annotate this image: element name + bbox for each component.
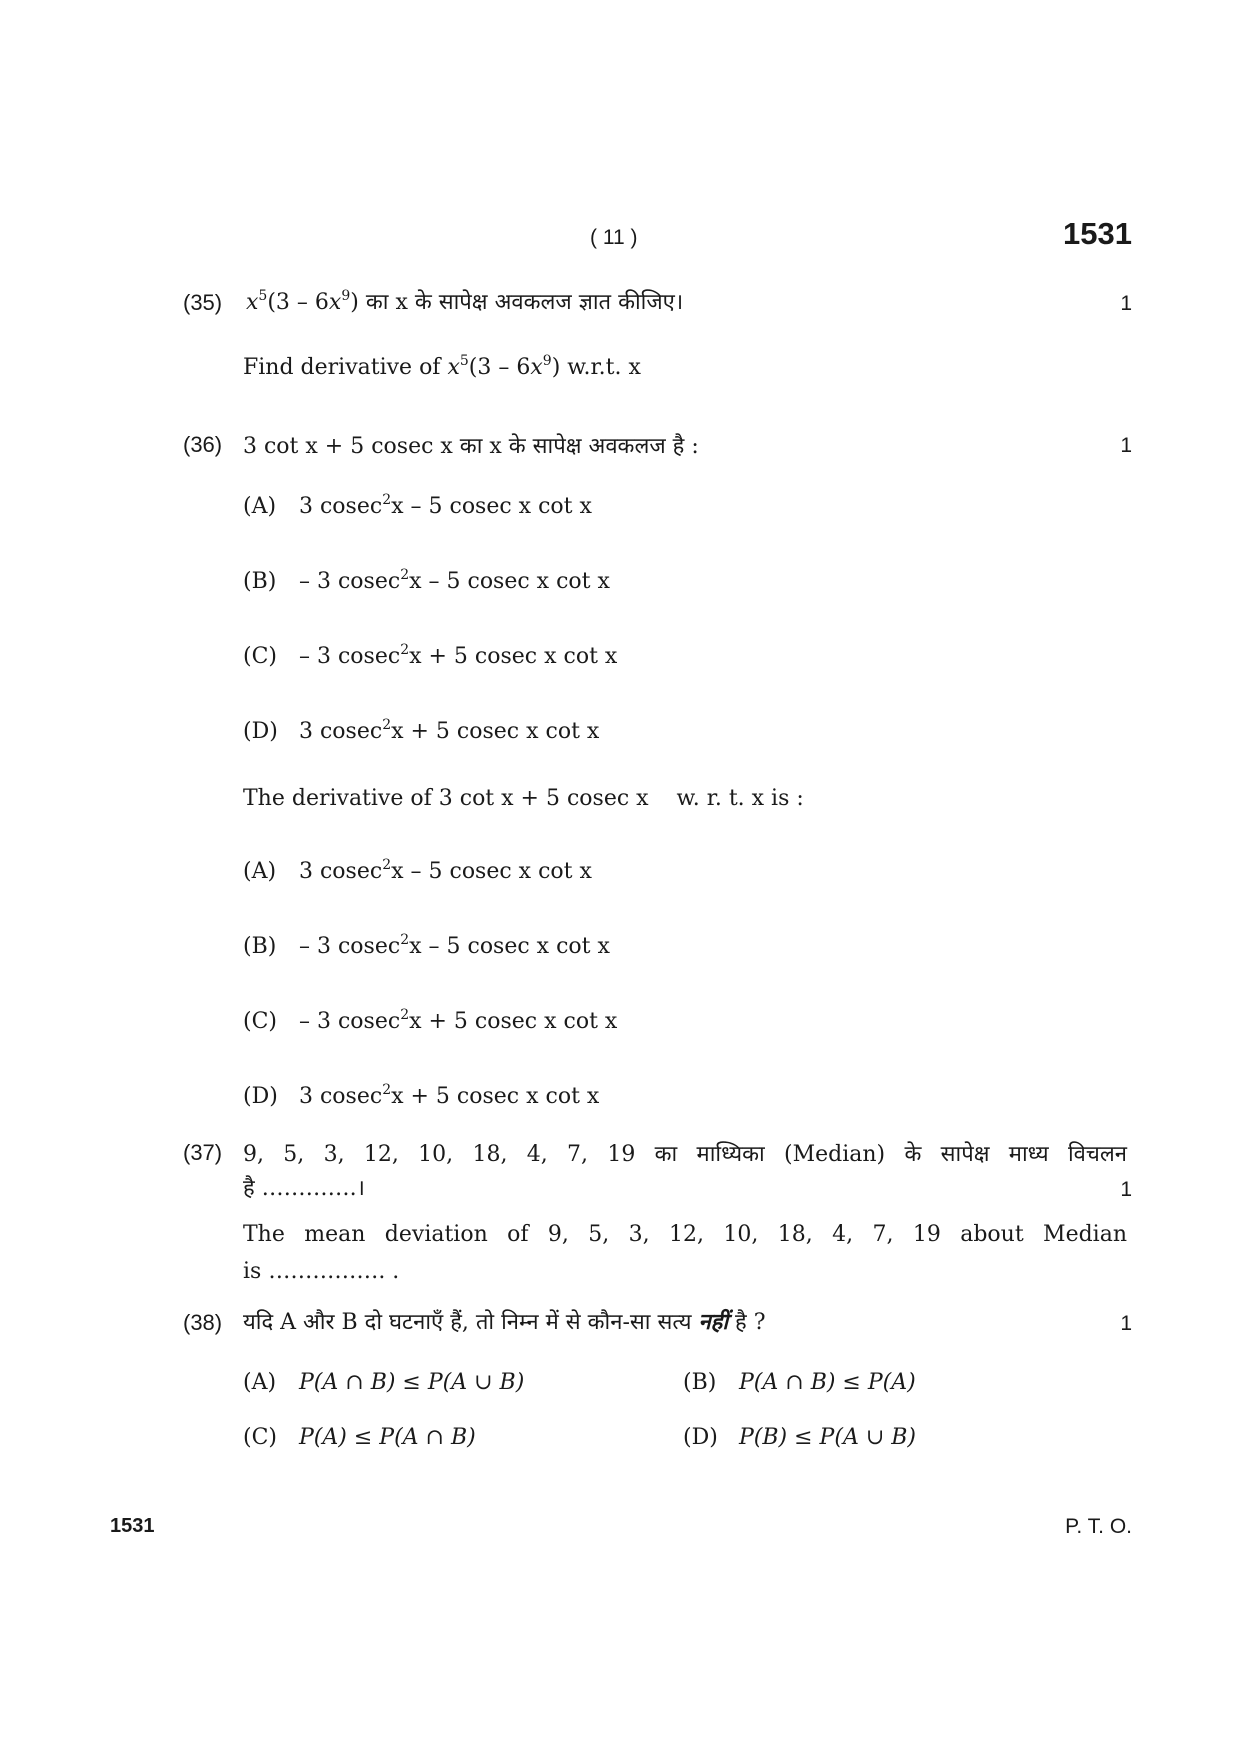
option-label: (D) bbox=[243, 719, 278, 744]
q36-english-option-b bbox=[243, 934, 610, 959]
question-38-hindi bbox=[243, 1306, 766, 1336]
q35-en-mid: (3 – 6 bbox=[468, 355, 531, 380]
q38-option-c bbox=[243, 1425, 476, 1450]
q35-x: x bbox=[246, 290, 259, 315]
question-37-marks: 1 bbox=[1120, 1178, 1132, 1201]
question-37-english-line1: The mean deviation of 9, 5, 3, 12, 10, 18, 4, 7, 19 about Median bbox=[243, 1222, 1127, 1247]
paper-code-header: 1531 bbox=[1063, 216, 1132, 251]
q35-mid: (3 – 6 bbox=[267, 290, 329, 315]
option-label: (C) bbox=[243, 1425, 277, 1450]
option-sup: 2 bbox=[382, 857, 392, 873]
option-text: P(B) ≤ P(A ∪ B) bbox=[739, 1425, 916, 1450]
q38-hindi-bold: नहीं bbox=[698, 1309, 729, 1335]
q38-hindi-post: है ? bbox=[728, 1310, 766, 1335]
option-text: P(A) ≤ P(A ∩ B) bbox=[299, 1425, 476, 1450]
option-sup: 2 bbox=[400, 567, 410, 583]
option-post: x – 5 cosec x cot x bbox=[391, 859, 592, 884]
option-post: x – 5 cosec x cot x bbox=[409, 934, 610, 959]
question-37-hindi-line1: 9, 5, 3, 12, 10, 18, 4, 7, 19 का माध्यिका (Median) के सापेक्ष माध्य विचलन bbox=[243, 1142, 1127, 1167]
q35-en-suffix: w.r.t. x bbox=[560, 355, 641, 380]
option-sup: 2 bbox=[400, 1007, 410, 1023]
option-sup: 2 bbox=[400, 642, 410, 658]
question-36-marks: 1 bbox=[1120, 434, 1132, 457]
q38-option-b bbox=[683, 1370, 916, 1395]
q36-hindi-option-a bbox=[243, 494, 592, 519]
option-sup: 2 bbox=[382, 492, 392, 508]
option-sup: 2 bbox=[382, 1082, 392, 1098]
option-post: x + 5 cosec x cot x bbox=[409, 644, 618, 669]
q35-en-x2: x bbox=[530, 355, 543, 380]
q36-hindi-option-b bbox=[243, 569, 610, 594]
option-text: P(A ∩ B) ≤ P(A) bbox=[739, 1370, 916, 1395]
option-label: (B) bbox=[243, 569, 277, 594]
option-label: (D) bbox=[683, 1425, 718, 1450]
question-35-english bbox=[243, 355, 641, 380]
q38-option-a bbox=[243, 1370, 524, 1395]
option-pre: 3 cosec bbox=[299, 1084, 383, 1109]
option-post: x – 5 cosec x cot x bbox=[409, 569, 610, 594]
question-38-marks: 1 bbox=[1120, 1312, 1132, 1335]
q36-english-option-a bbox=[243, 859, 592, 884]
option-post: x – 5 cosec x cot x bbox=[391, 494, 592, 519]
option-post: x + 5 cosec x cot x bbox=[391, 719, 600, 744]
option-label: (C) bbox=[243, 644, 277, 669]
q35-exp9: 9 bbox=[341, 288, 351, 304]
q35-en-exp9: 9 bbox=[542, 353, 552, 369]
option-post: x + 5 cosec x cot x bbox=[409, 1009, 618, 1034]
question-36-number: (36) bbox=[183, 432, 223, 457]
option-pre: – 3 cosec bbox=[299, 569, 401, 594]
q38-option-d bbox=[683, 1425, 916, 1450]
q36-english-option-c bbox=[243, 1009, 617, 1034]
option-pre: – 3 cosec bbox=[299, 934, 401, 959]
option-sup: 2 bbox=[382, 717, 392, 733]
q35-en-exp5: 5 bbox=[459, 353, 469, 369]
option-sup: 2 bbox=[400, 932, 410, 948]
page-number: ( 11 ) bbox=[590, 226, 638, 249]
question-36-english: The derivative of 3 cot x + 5 cosec x w. r. t. x is : bbox=[243, 786, 804, 811]
paper-code-footer: 1531 bbox=[110, 1515, 155, 1537]
q35-hindi-text: का x के सापेक्ष अवकलज ज्ञात कीजिए। bbox=[358, 290, 684, 315]
option-pre: – 3 cosec bbox=[299, 644, 401, 669]
q36-hindi-option-d bbox=[243, 719, 599, 744]
question-36-hindi: 3 cot x + 5 cosec x का x के सापेक्ष अवकलज है : bbox=[243, 434, 699, 459]
q38-hindi-pre: यदि A और B दो घटनाएँ हैं, तो निम्न में से कौन-सा सत्य bbox=[243, 1310, 699, 1335]
question-37-english-line2: is ……………. . bbox=[243, 1259, 400, 1284]
q35-en-end: ) bbox=[551, 355, 561, 380]
q35-en-prefix: Find derivative of bbox=[243, 355, 448, 380]
option-label: (C) bbox=[243, 1009, 277, 1034]
q36-hindi-option-c bbox=[243, 644, 617, 669]
option-pre: 3 cosec bbox=[299, 859, 383, 884]
question-35-hindi bbox=[246, 286, 683, 316]
option-label: (D) bbox=[243, 1084, 278, 1109]
option-pre: 3 cosec bbox=[299, 494, 383, 519]
option-label: (A) bbox=[243, 1370, 277, 1395]
option-post: x + 5 cosec x cot x bbox=[391, 1084, 600, 1109]
option-label: (B) bbox=[243, 934, 277, 959]
q36-english-option-d bbox=[243, 1084, 599, 1109]
option-label: (A) bbox=[243, 859, 277, 884]
question-37-hindi-line2: है ………….। bbox=[243, 1176, 366, 1201]
question-37-number: (37) bbox=[183, 1140, 223, 1165]
option-pre: – 3 cosec bbox=[299, 1009, 401, 1034]
q35-end: ) bbox=[350, 290, 359, 315]
q35-en-x: x bbox=[447, 355, 460, 380]
question-35-number: (35) bbox=[183, 290, 223, 315]
q35-exp5: 5 bbox=[258, 288, 268, 304]
question-38-number: (38) bbox=[183, 1310, 223, 1335]
q35-x2: x bbox=[328, 290, 342, 315]
question-35-marks: 1 bbox=[1120, 292, 1132, 315]
option-pre: 3 cosec bbox=[299, 719, 383, 744]
pto-label: P. T. O. bbox=[1065, 1515, 1132, 1538]
option-label: (A) bbox=[243, 494, 277, 519]
option-text: P(A ∩ B) ≤ P(A ∪ B) bbox=[299, 1370, 525, 1395]
option-label: (B) bbox=[683, 1370, 717, 1395]
